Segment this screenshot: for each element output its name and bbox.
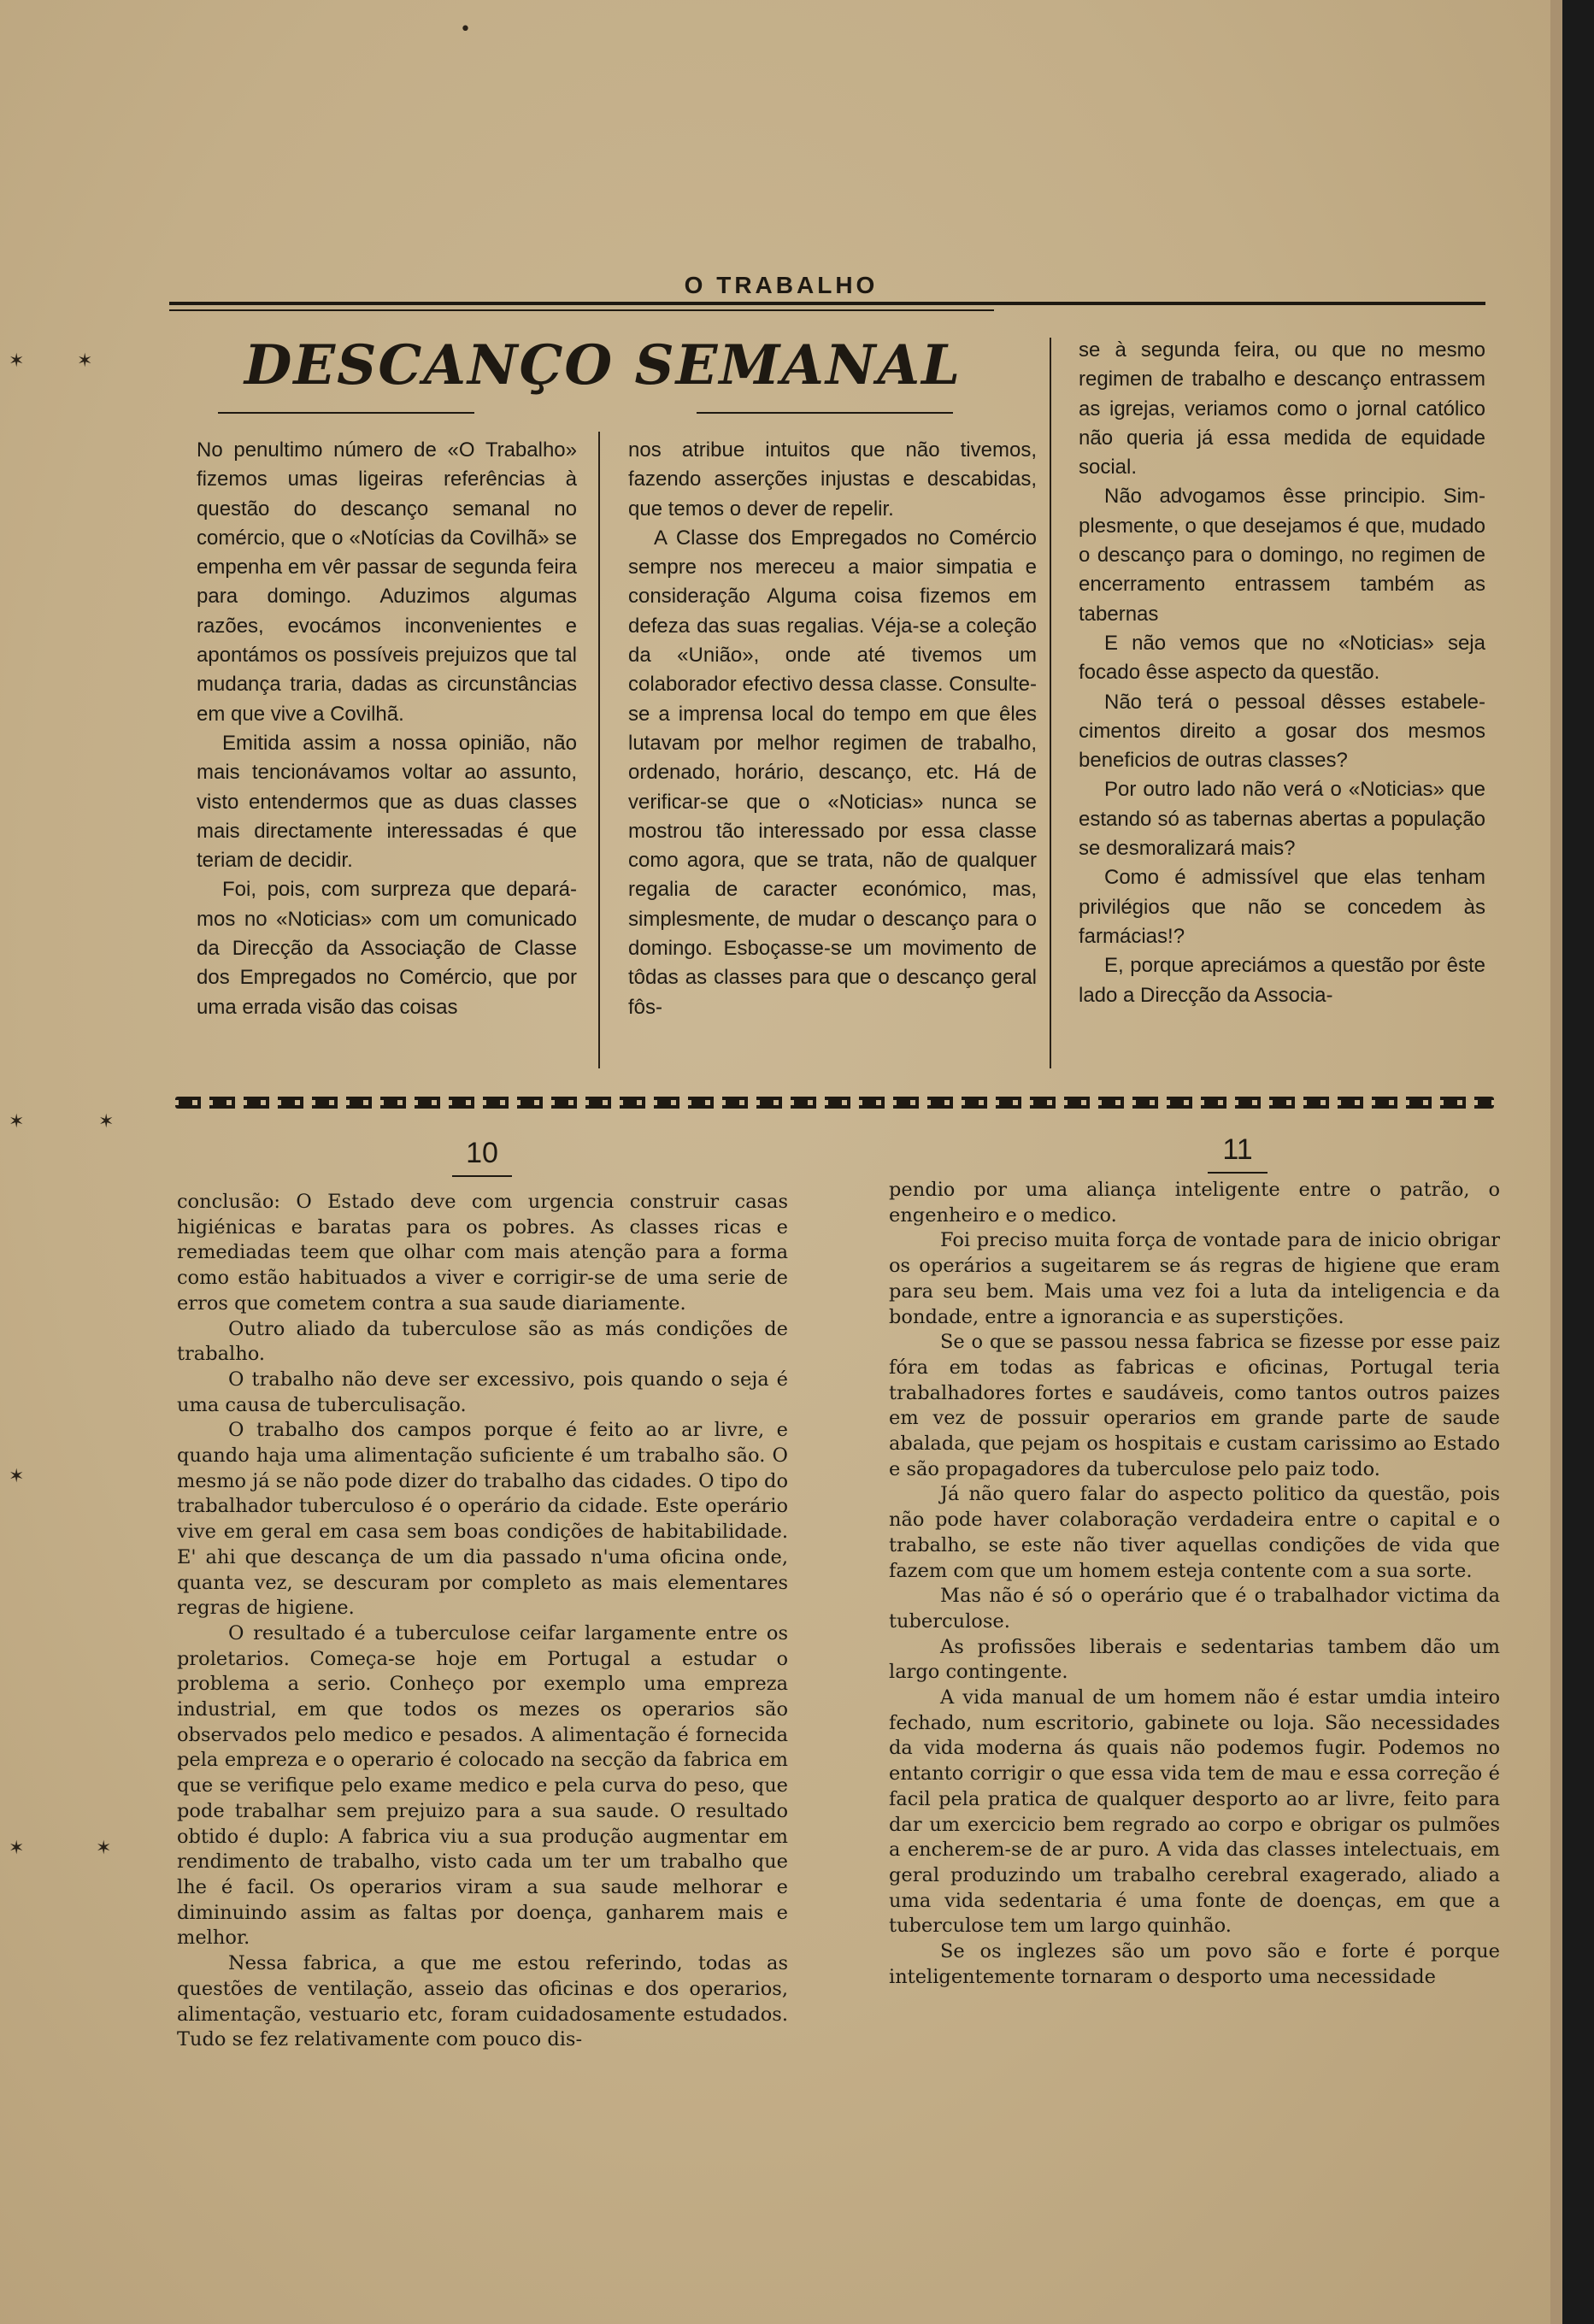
page-number-left: 10 — [439, 1137, 525, 1177]
paragraph: Não advogamos êsse principio. Simplesmente, o que desejamos é que, mudado o descanço para o domingo, no regimen de encerramento entrassem também as tabernas — [1079, 485, 1485, 626]
headline: DESCANÇO SEMANAL — [244, 333, 962, 397]
paragraph: No penultimo número de «O Trabalho» fizemos umas ligeiras referências à questão do descanço semanal no comércio, que o «Notícias da Covilhã» se empenha em vêr passar de segunda feira para domingo. Aduzimos algumas razões, evocámos inconvenientes e apontámos os possíveis prejuizos que tal mudança traria, dadas as circunstâncias em que vive a Covilhã. — [197, 438, 577, 726]
ink-dot: • — [460, 19, 471, 40]
text-column-right — [889, 1178, 1500, 1991]
headline-rule — [697, 412, 953, 414]
paragraph: A Classe dos Empregados no Comércio sempre nos mereceu a maior simpatia e consideração Alguma coisa fizemos em defeza das suas regalias. Véja-se a coleção da «União», onde até tivemos um colaborador efectivo dessa classe. Consulte-se a imprensa local do tempo em que êles lutavam por melhor regimen de trabalho, ordenado, horário, descanço, etc. Há de verificar-se que o «Noticias» nunca se mostrou tão interessado por essa classe como agora, que se trata, não de qualquer regalia de caracter económico, mas, simplesmente, de mudar o descanço para o domingo. Esboçasse-se um movimento de tôdas as classes para que o descanço geral fôs- — [628, 526, 1037, 1019]
running-title: O TRABALHO — [684, 272, 879, 298]
article-column — [1079, 336, 1485, 1010]
header-rule — [169, 302, 1485, 305]
paragraph: Não terá o pessoal dêsses estabelecimentos direito a gosar dos mesmos beneficios de outras classes? — [1079, 690, 1485, 773]
column-divider — [1050, 338, 1051, 1068]
paragraph: Outro aliado da tuberculose são as más condições de trabalho. — [177, 1317, 788, 1366]
binding-mark: ✶ — [9, 1466, 25, 1487]
paragraph: Foi, pois, com surpreza que deparámos no «Noticias» com um comunicado da Direcção da Associação de Classe dos Empregados no Comércio, que por uma errada visão das coisas — [197, 878, 577, 1019]
binding-mark: ✶ — [96, 1838, 112, 1859]
paragraph: O trabalho não deve ser excessivo, pois quando o seja é uma causa de tuberculisação. — [177, 1368, 788, 1416]
paragraph: O trabalho dos campos porque é feito ao ar livre, e quando haja uma alimentação suficiente é um trabalho são. O mesmo já se não pode dizer do trabalho das cidades. O tipo do trabalhador tuberculoso é o operário da cidade. Este operário vive em geral em casa sem boas condições de habitabilidade. E' ahi que descança de um dia passado n'uma oficina onde, quanta vez, se descuram por completo as mais elementares regras de higiene. — [177, 1419, 788, 1620]
paragraph: E, porque apreciámos a questão por êste lado a Direcção da Associa- — [1079, 954, 1485, 1007]
paragraph: Nessa fabrica, a que me estou referindo, todas as questões de ventilação, asseio das oficinas e dos operarios, alimentação, vestuario etc, foram cuidadosamente estudados. Tudo se fez relativamente com pouco dis- — [177, 1952, 788, 2051]
binding-mark: ✶ — [98, 1111, 115, 1133]
paragraph: Se o que se passou nessa fabrica se fizesse por esse paiz fóra em todas as fabricas e oficinas, Portugal teria trabalhadores fortes e saudáveis, como tantos outros paizes em vez de possuir operarios em grande parte de saude abalada, que pejam os hospitais e custam carissimo ao Estado e são propagadores da tuberculose pelo paiz todo. — [889, 1331, 1500, 1480]
paragraph: se à segunda feira, ou que no mesmo regimen de trabalho e descanço entrassem as igrejas, veriamos como o jornal católico não queria já essa medida de equidade social. — [1079, 338, 1485, 480]
article-column — [197, 436, 577, 1022]
paragraph: Por outro lado não verá o «Noticias» que estando só as tabernas abertas a população se desmoralizará mais? — [1079, 778, 1485, 861]
paragraph: Se os inglezes são um povo são e forte é porque inteligentemente tornaram o desporto uma necessidade — [889, 1940, 1500, 1988]
text-column-left — [177, 1190, 788, 2053]
paragraph: Como é admissível que elas tenham privilégios que não se concedem às farmácias!? — [1079, 866, 1485, 948]
paragraph: Já não quero falar do aspecto politico da questão, pois não pode haver colaboração verdadeira entre o capital e o trabalho, se este não tiver aquellas condições de vida que fazem com que um homem esteja contente com a sua sorte. — [889, 1483, 1500, 1582]
paragraph: nos atribue intuitos que não tivemos, fazendo asserções injustas e descabidas, que temos o dever de repelir. — [628, 438, 1037, 521]
paragraph: conclusão: O Estado deve com urgencia construir casas higiénicas e baratas para os pobres. As classes ricas e remediadas teem que olhar com mais atenção para a forma como estão habituados a viver e corrigir-se de uma serie de erros que cometem contra a sua saude diariamente. — [177, 1191, 788, 1315]
paragraph: pendio por uma aliança inteligente entre o patrão, o engenheiro e o medico. — [889, 1179, 1500, 1227]
page-number-right: 11 — [1195, 1133, 1280, 1174]
paragraph: Mas não é só o operário que é o trabalhador victima da tuberculose. — [889, 1585, 1500, 1633]
paragraph: E não vemos que no «Noticias» seja focado êsse aspecto da questão. — [1079, 631, 1485, 685]
header-rule-thin — [169, 309, 994, 311]
column-divider — [598, 432, 600, 1068]
paragraph: Foi preciso muita força de vontade para de inicio obrigar os operários a sugeitarem se ás regras de higiene que eram para seu bem. Mais uma vez foi a luta da inteligencia e da bondade, entre a ignorancia e as superstições. — [889, 1229, 1500, 1328]
binding-mark: ✶ — [9, 350, 25, 372]
paragraph: O resultado é a tuberculose ceifar largamente entre os proletarios. Começa-se hoje em Portugal a estudar o problema a serio. Conheço por exemplo uma empreza industrial, em que todos os mezes os operarios são observados pelo medico e pesados. A alimentação é fornecida pela empreza e o operario é colocado na secção da fabrica em que se verifique pelo exame medico e pela curva do peso, que pode trabalhar sem prejuizo para a sua saude. O resultado obtido é duplo: A fabrica viu a sua produção augmentar em rendimento de trabalho, visto cada um ter um trabalho que lhe é facil. Os operarios viram a sua saude melhorar e diminuindo assim as faltas por doença, ganharem mais e melhor. — [177, 1621, 788, 1950]
binding-mark: ✶ — [9, 1838, 25, 1859]
paragraph: Emitida assim a nossa opinião, não mais tencionávamos voltar ao assunto, visto entendermos que as duas classes mais directamente interessadas é que teriam de decidir. — [197, 731, 577, 873]
binding-mark: ✶ — [77, 350, 93, 372]
chain-border — [175, 1097, 1494, 1109]
article-column — [628, 436, 1037, 1022]
paragraph: A vida manual de um homem não é estar umdia inteiro fechado, num escritorio, gabinete ou loja. São necessidades da vida moderna ás quais não podemos fugir. Podemos no entanto corrigir o que essa vida tem de mau e essa correção é facil pela pratica de qualquer desporto ao ar livre, feito para dar um exercicio bem regrado ao corpo e obrigar os pulmões a encherem-se de ar puro. A vida das classes intelectuais, em geral produzindo um trabalho cerebral exagerado, aliado a uma vida sedentaria é uma fonte de doenças, em que a tuberculose tem um largo quinhão. — [889, 1686, 1500, 1938]
binding-mark: ✶ — [9, 1111, 25, 1133]
paragraph: As profissões liberais e sedentarias tambem dão um largo contingente. — [889, 1635, 1500, 1684]
headline-rule — [218, 412, 474, 414]
